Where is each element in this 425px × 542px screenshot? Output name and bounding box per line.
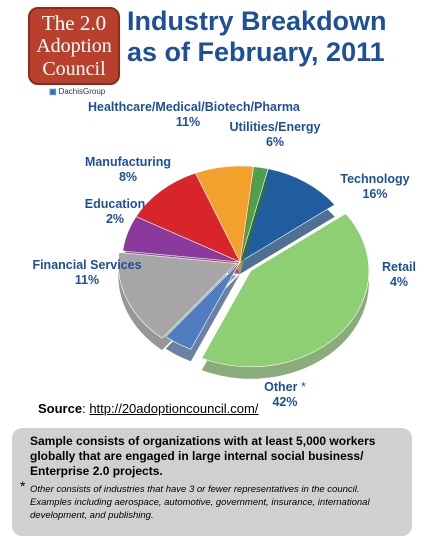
- label-other-value: 42%: [272, 395, 298, 409]
- label-technology-name: Technology: [340, 172, 410, 186]
- label-other-name: Other: [264, 380, 298, 394]
- label-utilities-value: 6%: [265, 135, 285, 149]
- chart-title: Industry Breakdown as of February, 2011: [127, 6, 387, 67]
- source-label: Source: [38, 401, 83, 416]
- label-financial-services: [22, 258, 152, 288]
- logo-line-1: The 2.0: [41, 11, 107, 35]
- logo-line-3: Council: [42, 58, 106, 80]
- logo-line-2: Adoption: [36, 35, 112, 57]
- label-education-value: 2%: [105, 212, 125, 226]
- label-manufacturing: [78, 155, 178, 185]
- label-manufacturing-name: Manufacturing: [84, 155, 172, 169]
- label-retail-name: Retail: [381, 260, 417, 274]
- dachis-label: DachisGroup: [58, 87, 106, 96]
- label-financial-services-name: Financial Services: [32, 258, 142, 272]
- footnote-box: [12, 428, 412, 536]
- label-other-asterisk: *: [300, 380, 306, 394]
- label-technology-value: 16%: [362, 187, 388, 201]
- label-retail-value: 4%: [389, 275, 409, 289]
- label-healthcare-name: Healthcare/Medical/Biotech/Pharma: [88, 100, 300, 114]
- sample-note: Sample consists of organizations with at least 5,000 workers globally that are engaged in large internal social business/ Enterprise 2.0 projects.: [30, 434, 376, 478]
- footnote-asterisk: *: [20, 478, 26, 494]
- label-retail: [375, 260, 423, 290]
- label-utilities: [210, 120, 340, 150]
- label-technology: [330, 172, 420, 202]
- label-financial-services-value: 11%: [74, 273, 100, 287]
- source-link[interactable]: http://20adoptioncouncil.com/: [89, 401, 259, 416]
- label-other: [250, 380, 320, 410]
- label-healthcare-value: 11%: [175, 115, 201, 129]
- label-utilities-name: Utilities/Energy: [229, 120, 321, 134]
- other-footnote: Other consists of industries that have 3 or fewer representatives in the council. Examples including aerospace, automotive, government, insurance, international development, and publishing.: [30, 484, 370, 521]
- label-education-name: Education: [84, 197, 146, 211]
- dachis-icon: ▣: [49, 87, 57, 96]
- label-manufacturing-value: 8%: [118, 170, 138, 184]
- label-education: [75, 197, 155, 227]
- source-line: Source: http://20adoptioncouncil.com/: [38, 401, 259, 416]
